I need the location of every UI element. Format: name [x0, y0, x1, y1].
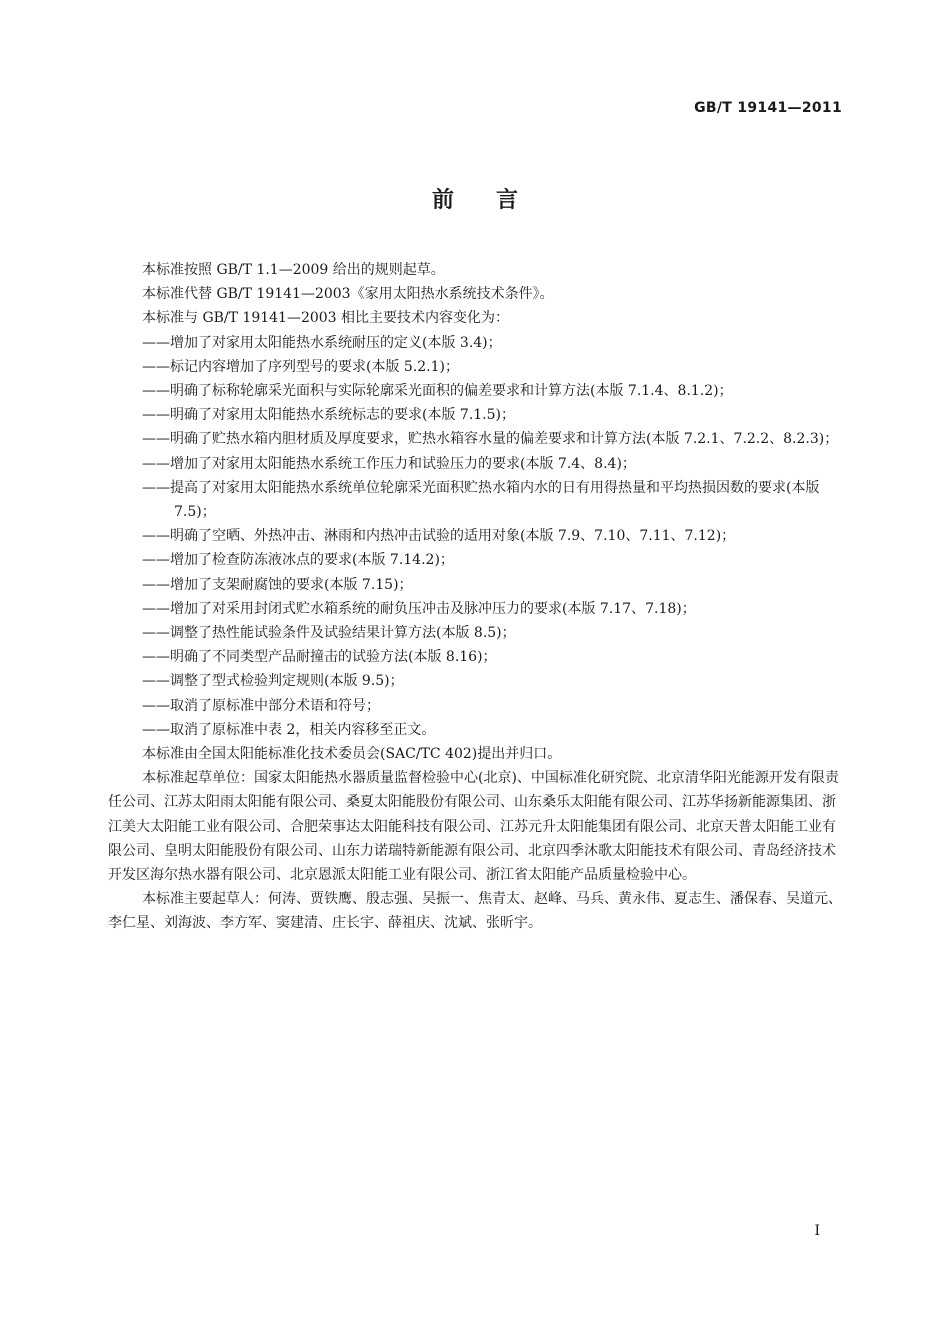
document-body	[108, 258, 843, 936]
intro-paragraph: 本标准按照 GB/T 1.1—2009 给出的规则起草。	[142, 262, 445, 278]
change-item: ——明确了空晒、外热冲击、淋雨和内热冲击试验的适用对象(本版 7.9、7.10、7.11、7.12)；	[142, 528, 736, 545]
proposer-paragraph: 本标准由全国太阳能标准化技术委员会(SAC/TC 402)提出并归口。	[142, 746, 562, 763]
change-item: ——调整了型式检验判定规则(本版 9.5)；	[142, 673, 404, 690]
change-item: ——调整了热性能试验条件及试验结果计算方法(本版 8.5)；	[142, 625, 516, 642]
change-item: ——标记内容增加了序列型号的要求(本版 5.2.1)；	[142, 358, 459, 375]
change-item: ——明确了不同类型产品耐撞击的试验方法(本版 8.16)；	[142, 649, 497, 666]
change-item: ——取消了原标准中表 2，相关内容移至正文。	[142, 721, 436, 738]
page-number: I	[814, 1223, 820, 1239]
change-item: ——增加了检查防冻液冰点的要求(本版 7.14.2)；	[142, 552, 454, 569]
change-item: ——明确了标称轮廓采光面积与实际轮廓采光面积的偏差要求和计算方法(本版 7.1.4、8.1.2)；	[142, 383, 733, 400]
change-item: ——增加了支架耐腐蚀的要求(本版 7.15)；	[142, 576, 413, 593]
change-item: ——取消了原标准中部分术语和符号；	[142, 697, 380, 714]
change-item: ——增加了对家用太阳能热水系统耐压的定义(本版 3.4)；	[142, 334, 502, 351]
drafting-units-paragraph: 本标准起草单位：国家太阳能热水器质量监督检验中心(北京)、中国标准化研究院、北京清华阳光能源开发有限责任公司、江苏太阳雨太阳能有限公司、桑夏太阳能股份有限公司、山东桑乐太阳能有限公司、江苏华扬新能源集团、浙江美大太阳能工业有限公司、合肥荣事达太阳能科技有限公司、江苏元升太阳能集团有限公司、北京天普太阳能工业有限公司、皇明太阳能股份有限公司、山东力诺瑞特新能源有限公司、北京四季沐歌太阳能技术有限公司、青岛经济技术开发区海尔热水器有限公司、北京恩派太阳能工业有限公司、浙江省太阳能产品质量检验中心。	[108, 770, 839, 884]
page-title: 前言	[431, 188, 560, 213]
intro-paragraph: 本标准与 GB/T 19141—2003 相比主要技术内容变化为：	[142, 310, 510, 327]
intro-paragraph: 本标准代替 GB/T 19141—2003《家用太阳热水系统技术条件》。	[142, 286, 554, 303]
standard-number: GB/T 19141—2011	[694, 100, 842, 116]
change-item: ——增加了对家用太阳能热水系统工作压力和试验压力的要求(本版 7.4、8.4)；	[142, 455, 636, 472]
change-item: ——提高了对家用太阳能热水系统单位轮廓采光面积贮热水箱内水的日有用得热量和平均热损因数的要求(本版 7.5)；	[142, 479, 820, 521]
change-item: ——明确了对家用太阳能热水系统标志的要求(本版 7.1.5)；	[142, 407, 515, 424]
drafters-paragraph: 本标准主要起草人：何涛、贾铁鹰、殷志强、吴振一、焦青太、赵峰、马兵、黄永伟、夏志生、潘保春、吴道元、李仁星、刘海波、李方军、窦建清、庄长宇、薛祖庆、沈斌、张昕宇。	[108, 891, 842, 932]
change-item: ——增加了对采用封闭式贮水箱系统的耐负压冲击及脉冲压力的要求(本版 7.17、7.18)；	[142, 600, 696, 617]
change-item: ——明确了贮热水箱内胆材质及厚度要求，贮热水箱容水量的偏差要求和计算方法(本版 7.2.1、7.2.2、8.2.3)；	[142, 431, 839, 448]
